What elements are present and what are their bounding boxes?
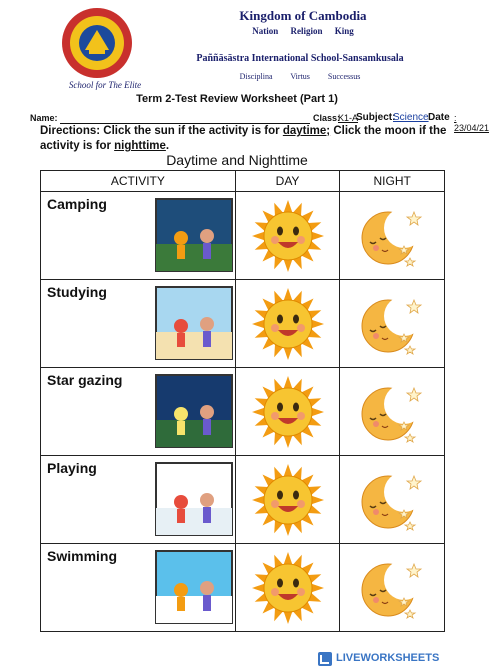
- activity-cell: [41, 280, 236, 368]
- night-choice[interactable]: [340, 368, 445, 456]
- table-row: [41, 544, 445, 632]
- header-activity: ACTIVITY: [41, 171, 236, 192]
- activity-illustration: [155, 374, 233, 448]
- table-row: [41, 368, 445, 456]
- activity-cell: [41, 544, 236, 632]
- date-label: Date: [428, 112, 450, 123]
- activity-cell: [41, 368, 236, 456]
- directions-end: .: [165, 140, 170, 152]
- sun-icon[interactable]: [248, 349, 328, 366]
- activity-illustration: [155, 286, 233, 360]
- activity-name: Studying: [47, 284, 107, 300]
- name-label: Name:: [30, 113, 58, 123]
- activity-cell: [41, 456, 236, 544]
- table-row: [41, 280, 445, 368]
- header-day: DAY: [235, 171, 340, 192]
- directions: [40, 124, 450, 154]
- directions-daytime: daytime;: [282, 125, 331, 137]
- school-values: Disciplina Virtus Successus: [239, 72, 361, 81]
- subject-value: Science: [393, 112, 429, 123]
- moon-icon[interactable]: [352, 349, 432, 366]
- activity-name: Swimming: [47, 548, 118, 564]
- kingdom-title: Kingdom of Cambodia: [239, 8, 367, 23]
- activity-name: Playing: [47, 460, 97, 476]
- moon-icon[interactable]: [352, 261, 432, 278]
- activity-illustration: [155, 198, 233, 272]
- footer-brand: LIVEWORKSHEETS: [336, 652, 440, 664]
- activity-cell: [41, 192, 236, 280]
- sun-icon[interactable]: [248, 613, 328, 630]
- night-choice[interactable]: [340, 280, 445, 368]
- section-title: Daytime and Nighttime: [166, 152, 308, 168]
- activity-illustration: [155, 550, 233, 624]
- nation-motto: Nation Religion King: [252, 26, 354, 36]
- header-night: NIGHT: [340, 171, 445, 192]
- subject-label: Subject:: [356, 112, 396, 123]
- activity-name: Camping: [47, 196, 107, 212]
- table-row: [41, 192, 445, 280]
- directions-nighttime: nighttime: [114, 140, 166, 152]
- moon-icon[interactable]: [352, 437, 432, 454]
- table-row: [41, 456, 445, 544]
- day-choice[interactable]: [235, 368, 340, 456]
- night-choice[interactable]: [340, 192, 445, 280]
- night-choice[interactable]: [340, 456, 445, 544]
- table-header-row: [41, 171, 445, 192]
- date-value: : 23/04/21: [454, 113, 489, 133]
- sun-icon[interactable]: [248, 437, 328, 454]
- school-name: Paññāsāstra International School-Sansamkusala: [196, 53, 404, 64]
- activity-illustration: [155, 462, 233, 536]
- day-choice[interactable]: [235, 456, 340, 544]
- directions-text-1: Directions: Click the sun if the activity is for: [40, 125, 283, 137]
- sun-icon[interactable]: [248, 261, 328, 278]
- night-choice[interactable]: [340, 544, 445, 632]
- school-logo: [60, 6, 134, 80]
- liveworksheets-badge[interactable]: [316, 650, 470, 668]
- worksheet-title: Term 2-Test Review Worksheet (Part 1): [136, 93, 338, 105]
- day-choice[interactable]: [235, 192, 340, 280]
- day-choice[interactable]: [235, 280, 340, 368]
- activity-table: [40, 170, 445, 632]
- moon-icon[interactable]: [352, 525, 432, 542]
- directions-text-2: Click the moon if the activity is for: [40, 125, 447, 152]
- school-slogan: School for The Elite: [68, 80, 142, 90]
- activity-name: Star gazing: [47, 372, 123, 388]
- sun-icon[interactable]: [248, 525, 328, 542]
- day-choice[interactable]: [235, 544, 340, 632]
- moon-icon[interactable]: [352, 613, 432, 630]
- class-label: Class:: [313, 113, 341, 123]
- class-value: K1-A: [338, 113, 359, 123]
- liveworksheets-logo-icon: [318, 652, 332, 666]
